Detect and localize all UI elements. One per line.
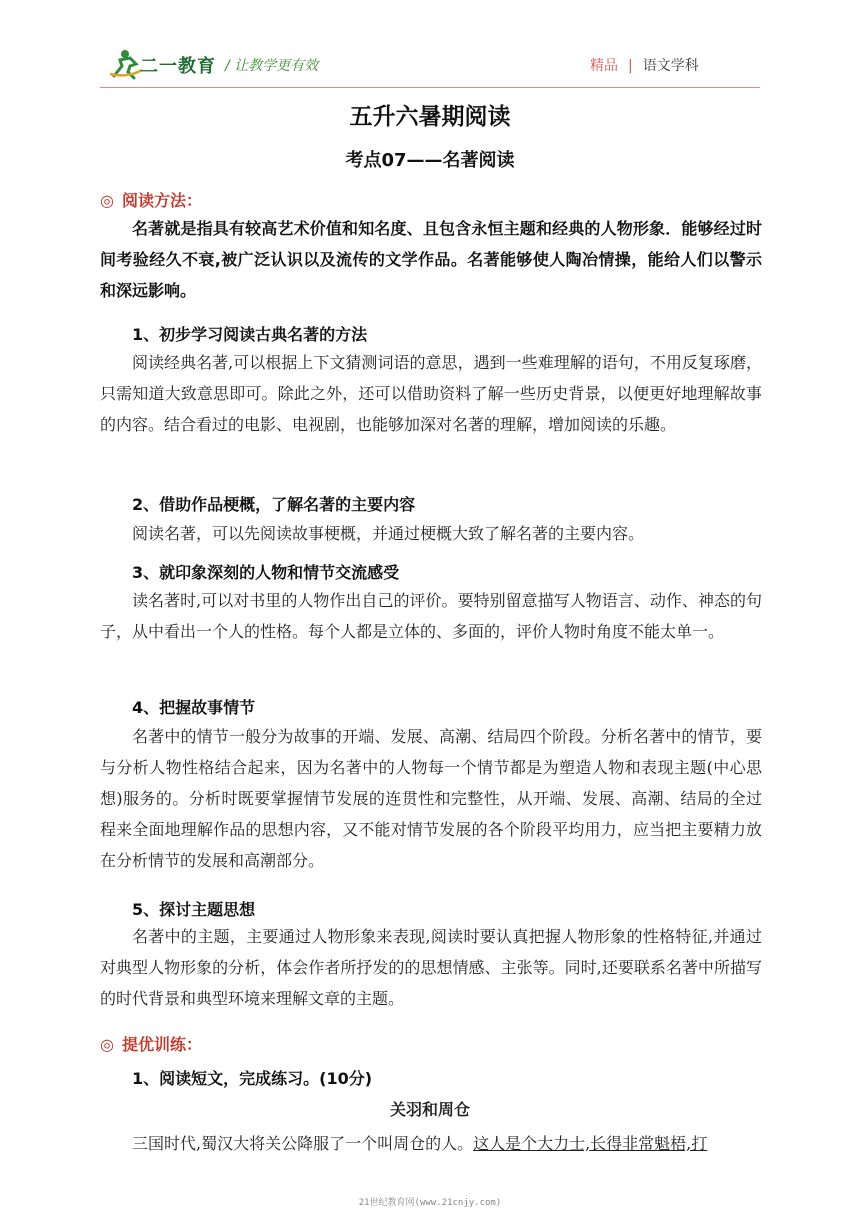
badge-separator: | xyxy=(628,58,633,74)
quality-label: 精品 xyxy=(590,58,618,74)
exercise-question: 1、阅读短文，完成练习。(10分) xyxy=(132,1069,373,1088)
section-reading-methods xyxy=(100,188,202,211)
method-text-3: 读名著时,可以对书里的人物作出自己的评价。要特别留意描写人物语言、动作、神态的句子，从中看出一个人的性格。每个人都是立体的、多面的，评价人物时角度不能太单一。 xyxy=(100,591,762,641)
header-badge xyxy=(590,55,699,75)
slogan: / 让教学更有效 xyxy=(225,58,319,74)
page-header xyxy=(0,0,860,90)
story-underlined-text: 这人是个大力士,长得非常魁梧,打 xyxy=(473,1134,708,1153)
method-heading-3: 3、就印象深刻的人物和情节交流感受 xyxy=(132,563,400,582)
logo-text: 二一教育 xyxy=(140,56,216,77)
intro-paragraph: 名著就是指具有较高艺术价值和知名度、且包含永恒主题和经典的人物形象．能够经过时间考验经久不衰,被广泛认识以及流传的文学作品。名著能够使人陶冶情操，能给人们以警示和深远影响。 xyxy=(100,219,762,300)
story-title: 关羽和周仓 xyxy=(389,1100,470,1119)
method-text-1: 阅读经典名著,可以根据上下文猜测词语的意思，遇到一些难理解的语句，不用反复琢磨，只需知道大致意思即可。除此之外，还可以借助资料了解一些历史背景，以便更好地理解故事的内容。结合看过的电影、电视剧，也能够加深对名著的理解，增加阅读的乐趣。 xyxy=(100,353,762,434)
page-subtitle: 考点07——名著阅读 xyxy=(345,150,515,171)
section-training xyxy=(100,1032,202,1055)
method-heading-4: 4、把握故事情节 xyxy=(132,698,256,717)
bullet-icon: ◎ xyxy=(100,1035,114,1054)
method-text-5: 名著中的主题，主要通过人物形象来表现,阅读时要认真把握人物形象的性格特征,并通过对典型人物形象的分析，体会作者所抒发的的思想情感、主张等。同时,还要联系名著中所描写的时代背景和典型环境来理解文章的主题。 xyxy=(100,927,762,1008)
method-text-2: 阅读名著，可以先阅读故事梗概，并通过梗概大致了解名著的主要内容。 xyxy=(132,524,645,543)
story-text: 三国时代,蜀汉大将关公降服了一个叫周仓的人。 xyxy=(132,1134,474,1153)
page-title: 五升六暑期阅读 xyxy=(349,104,511,130)
method-heading-5: 5、探讨主题思想 xyxy=(132,900,256,919)
page-footer: 21世纪教育网(www.21cnjy.com) xyxy=(358,1198,502,1208)
method-heading-2: 2、借助作品梗概，了解名著的主要内容 xyxy=(132,495,416,514)
story-paragraph xyxy=(100,1128,762,1159)
bullet-icon: ◎ xyxy=(100,191,114,210)
header-rule xyxy=(100,87,760,88)
method-heading-1: 1、初步学习阅读古典名著的方法 xyxy=(132,325,368,344)
section-label: 提优训练： xyxy=(121,1035,202,1054)
method-text-4: 名著中的情节一般分为故事的开端、发展、高潮、结局四个阶段。分析名著中的情节，要与分析人物性格结合起来，因为名著中的人物每一个情节都是为塑造人物和表现主题(中心思想)服务的。分析时既要掌握情节发展的连贯性和完整性，从开端、发展、高潮、结局的全过程来全面地理解作品的思想内容，又不能对情节发展的各个阶段平均用力，应当把主要精力放在分析情节的发展和高潮部分。 xyxy=(100,727,762,870)
section-label: 阅读方法： xyxy=(121,191,202,210)
subject-label: 语文学科 xyxy=(642,58,699,74)
